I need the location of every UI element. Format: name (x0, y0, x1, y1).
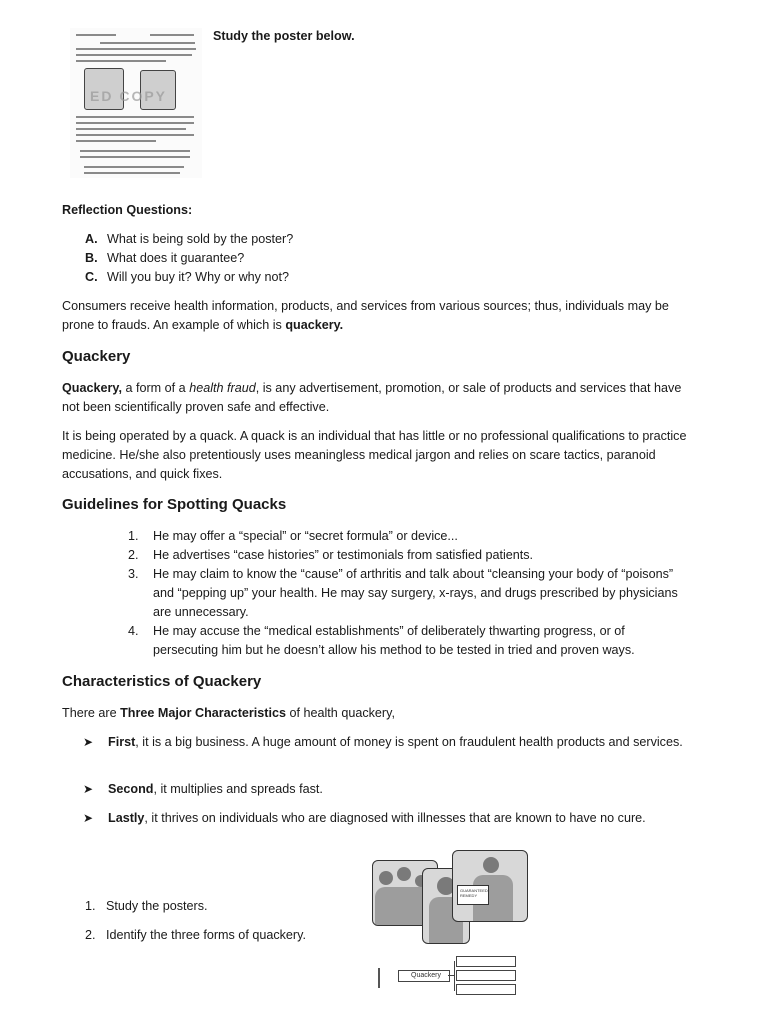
guideline-item (128, 622, 688, 660)
activity-text: Study the posters. (106, 899, 208, 913)
arrow-bullet-icon: ➤ (83, 735, 94, 749)
characteristic-lead: Lastly (108, 811, 145, 825)
characteristic-text (83, 809, 683, 828)
intro-text: Consumers receive health information, products, and services from various sources; thus, individuals may be prone to frauds. An example of which is (62, 299, 669, 332)
characteristic-item (83, 733, 683, 752)
guideline-text: He may claim to know the “cause” of arthritis and talk about “cleansing your body of “poisons” and “pepping up” your health. He may say surgery, x-rays, and drugs prescribed by physicians are unnecessary. (153, 567, 678, 619)
question-text: What does it guarantee? (107, 251, 245, 265)
list-marker: 2. (85, 928, 96, 942)
activity-item (85, 897, 208, 916)
list-marker: C. (85, 270, 98, 284)
diagram-branch-box (456, 970, 516, 981)
intro-paragraph (62, 297, 692, 335)
diagram-branch-box (456, 956, 516, 967)
intro-text: of health quackery, (286, 706, 395, 720)
sign-text: GUARANTEED REMEDY (460, 888, 488, 898)
characteristic-lead: First (108, 735, 136, 749)
copy-stamp: ED COPY (90, 88, 168, 104)
list-marker: 2. (128, 548, 139, 562)
activity-item (85, 926, 306, 945)
reflection-heading: Reflection Questions: (62, 203, 193, 217)
list-marker: 3. (128, 567, 139, 581)
quackery-heading: Quackery (62, 348, 131, 365)
poster-photo-man (452, 850, 528, 922)
list-marker: 1. (128, 529, 139, 543)
definition-term: Quackery, (62, 381, 122, 395)
poster-text-line (76, 134, 194, 136)
guidelines-list (128, 527, 688, 660)
intro-emphasis: quackery. (285, 318, 344, 332)
characteristic-body: , it thrives on individuals who are diagnosed with illnesses that are known to have no cure. (144, 811, 646, 825)
poster-text-line (76, 48, 196, 50)
remedy-sign (457, 885, 489, 905)
list-marker: 1. (85, 899, 96, 913)
diagram-branch-box (456, 984, 516, 995)
quackery-definition (62, 379, 692, 417)
characteristics-heading: Characteristics of Quackery (62, 673, 262, 690)
poster-collage (370, 848, 530, 998)
definition-text: , is any advertisement, promotion, or sale of products and services that have not been scientifically proven safe and effective. (62, 381, 682, 414)
list-marker: B. (85, 251, 98, 265)
poster-text-line (80, 156, 190, 158)
guideline-item (128, 546, 688, 565)
characteristics-intro (62, 704, 692, 723)
characteristic-text (83, 780, 683, 799)
activity-text: Identify the three forms of quackery. (106, 928, 306, 942)
diagram-root-box (398, 970, 450, 982)
poster-text-line (76, 116, 194, 118)
poster-text-line (76, 128, 186, 130)
list-marker: 4. (128, 624, 139, 638)
guideline-text: He advertises “case histories” or testimonials from satisfied patients. (153, 548, 534, 562)
reflection-question (62, 268, 702, 287)
intro-text: There are (62, 706, 121, 720)
intro-emphasis: Three Major Characteristics (120, 706, 286, 720)
characteristic-body: , it multiplies and spreads fast. (153, 782, 323, 796)
poster-text-line (150, 34, 194, 36)
poster-text-line (76, 34, 116, 36)
reflection-question-list (62, 230, 702, 287)
characteristic-body: , it is a big business. A huge amount of money is spent on fraudulent health products and services. (135, 735, 683, 749)
arrow-bullet-icon: ➤ (83, 811, 94, 825)
poster-text-line (76, 60, 166, 62)
definition-italic: health fraud (189, 381, 256, 395)
reflection-question (62, 249, 702, 268)
quackery-diagram (378, 956, 526, 996)
poster-thumbnail (70, 28, 202, 178)
guideline-item (128, 527, 688, 546)
characteristic-lead: Second (108, 782, 154, 796)
poster-text-line (76, 54, 192, 56)
characteristic-text (83, 733, 683, 752)
poster-text-line (100, 42, 195, 44)
question-text: Will you buy it? Why or why not? (107, 270, 289, 284)
poster-text-line (76, 140, 156, 142)
definition-text: a form of a (121, 381, 190, 395)
arrow-bullet-icon: ➤ (83, 782, 94, 796)
question-text: What is being sold by the poster? (107, 232, 294, 246)
poster-text-line (76, 122, 194, 124)
guidelines-heading: Guidelines for Spotting Quacks (62, 496, 287, 513)
poster-text-line (84, 172, 180, 174)
guideline-text: He may accuse the “medical establishments” of deliberately thwarting progress, or of persecuting him but he doesn’t allow his method to be tested in tried and proven ways. (153, 624, 635, 657)
poster-instruction: Study the poster below. (213, 29, 355, 43)
guideline-text: He may offer a “special” or “secret formula” or device... (153, 529, 458, 543)
reflection-question (62, 230, 702, 249)
guideline-item (128, 565, 688, 622)
poster-text-line (84, 166, 184, 168)
list-marker: A. (85, 232, 98, 246)
diagram-label: Quackery (411, 972, 441, 979)
quack-description: It is being operated by a quack. A quack is an individual that has little or no professional qualifications to practice medicine. He/she also pretentiously uses meaningless medical jargon and relies on scare tactics, paranoid accusations, and quick fixes. (62, 429, 687, 481)
characteristic-item (83, 780, 683, 799)
poster-text-line (80, 150, 190, 152)
characteristic-item (83, 809, 683, 828)
